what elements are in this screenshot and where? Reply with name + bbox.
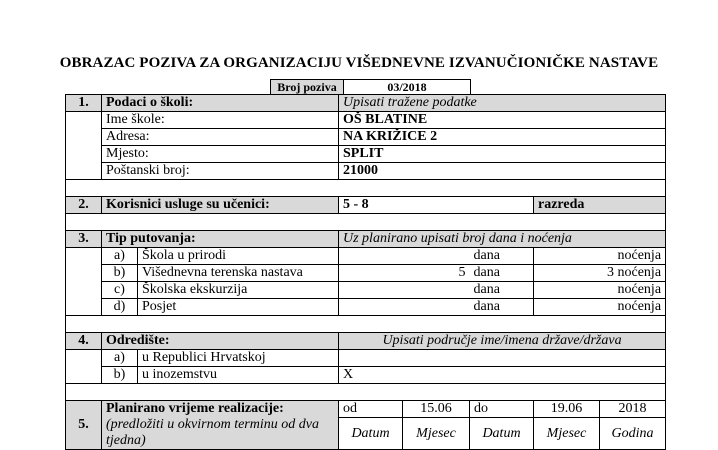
col-label-mjesec-2: Mjesec bbox=[534, 418, 600, 450]
nights-cell: 3 noćenja bbox=[534, 265, 666, 282]
section-2-header bbox=[66, 197, 666, 214]
section-1-header bbox=[66, 95, 666, 112]
date-to-value: 19.06 bbox=[534, 401, 600, 418]
trip-type-row-c bbox=[66, 282, 666, 299]
col-label-mjesec-1: Mjesec bbox=[403, 418, 470, 450]
school-city-value: SPLIT bbox=[339, 146, 666, 163]
grades-suffix: razreda bbox=[534, 197, 666, 214]
nights-cell: noćenja bbox=[534, 299, 666, 316]
section-4-heading: Odredište: bbox=[102, 333, 339, 350]
school-name-value: OŠ BLATINE bbox=[339, 112, 666, 129]
trip-type-label: Višednevna terenska nastava bbox=[138, 265, 339, 282]
trip-type-label: Posjet bbox=[138, 299, 339, 316]
days-label: dana bbox=[470, 299, 534, 316]
form-table bbox=[65, 94, 666, 450]
trip-type-row-b bbox=[66, 265, 666, 282]
section-2-heading: Korisnici usluge su učenici: bbox=[102, 197, 339, 214]
col-label-godina: Godina bbox=[600, 418, 666, 450]
section-4-header bbox=[66, 333, 666, 350]
broj-poziva-value: 03/2018 bbox=[344, 80, 471, 96]
trip-type-letter: b) bbox=[102, 265, 138, 282]
days-label: dana bbox=[470, 265, 534, 282]
section-3-header bbox=[66, 231, 666, 248]
section-3-number: 3. bbox=[66, 231, 102, 248]
days-label: dana bbox=[470, 282, 534, 299]
destination-label: u Republici Hrvatskoj bbox=[138, 350, 339, 367]
destination-letter: a) bbox=[102, 350, 138, 367]
trip-type-letter: a) bbox=[102, 248, 138, 265]
broj-poziva-label: Broj poziva bbox=[271, 80, 344, 96]
destination-row-a bbox=[66, 350, 666, 367]
section-5-subtext-1: (predložiti u okvirnom terminu od dva bbox=[106, 417, 319, 432]
date-from-value: 15.06 bbox=[403, 401, 470, 418]
section-5-subtext-2: tjedna) bbox=[106, 433, 146, 448]
destination-value bbox=[339, 350, 666, 367]
trip-type-label: Školska ekskurzija bbox=[138, 282, 339, 299]
section-5-number: 5. bbox=[66, 401, 102, 450]
days-value bbox=[339, 282, 470, 299]
section-2-number: 2. bbox=[66, 197, 102, 214]
destination-letter: b) bbox=[102, 367, 138, 384]
section-1-heading: Podaci o školi: bbox=[102, 95, 339, 112]
date-from-label: od bbox=[339, 401, 403, 418]
school-postcode-value: 21000 bbox=[339, 163, 666, 180]
form-title: OBRAZAC POZIVA ZA ORGANIZACIJU VIŠEDNEVNE IZVANUČIONIČKE NASTAVE bbox=[59, 55, 659, 71]
school-city-label: Mjesto: bbox=[102, 146, 339, 163]
destination-row-b bbox=[66, 367, 666, 384]
date-to-label: do bbox=[470, 401, 534, 418]
section-3-hint: Uz planirano upisati broj dana i noćenja bbox=[339, 231, 666, 248]
school-postcode-label: Poštanski broj: bbox=[102, 163, 339, 180]
section-5-heading: Planirano vrijeme realizacije: bbox=[106, 401, 284, 416]
section-5-label bbox=[102, 401, 339, 450]
school-address-row bbox=[66, 129, 666, 146]
col-label-datum-2: Datum bbox=[470, 418, 534, 450]
trip-type-letter: c) bbox=[102, 282, 138, 299]
nights-cell: noćenja bbox=[534, 248, 666, 265]
section-3-heading: Tip putovanja: bbox=[102, 231, 339, 248]
section-1-number: 1. bbox=[66, 95, 102, 112]
days-value bbox=[339, 248, 470, 265]
section-1-hint: Upisati tražene podatke bbox=[339, 95, 666, 112]
school-address-label: Adresa: bbox=[102, 129, 339, 146]
nights-cell: noćenja bbox=[534, 282, 666, 299]
trip-type-label: Škola u prirodi bbox=[138, 248, 339, 265]
days-value: 5 bbox=[339, 265, 470, 282]
school-name-label: Ime škole: bbox=[102, 112, 339, 129]
school-city-row bbox=[66, 146, 666, 163]
destination-label: u inozemstvu bbox=[138, 367, 339, 384]
section-5-header bbox=[66, 401, 666, 418]
grades-value: 5 - 8 bbox=[339, 197, 534, 214]
days-label: dana bbox=[470, 248, 534, 265]
section-4-hint: Upisati područje ime/imena države/država bbox=[339, 333, 666, 350]
col-label-datum-1: Datum bbox=[339, 418, 403, 450]
year-value: 2018 bbox=[600, 401, 666, 418]
trip-type-row-a bbox=[66, 248, 666, 265]
days-value bbox=[339, 299, 470, 316]
destination-value: X bbox=[339, 367, 666, 384]
school-address-value: NA KRIŽICE 2 bbox=[339, 129, 666, 146]
trip-type-letter: d) bbox=[102, 299, 138, 316]
school-name-row bbox=[66, 112, 666, 129]
school-postcode-row bbox=[66, 163, 666, 180]
trip-type-row-d bbox=[66, 299, 666, 316]
section-4-number: 4. bbox=[66, 333, 102, 350]
